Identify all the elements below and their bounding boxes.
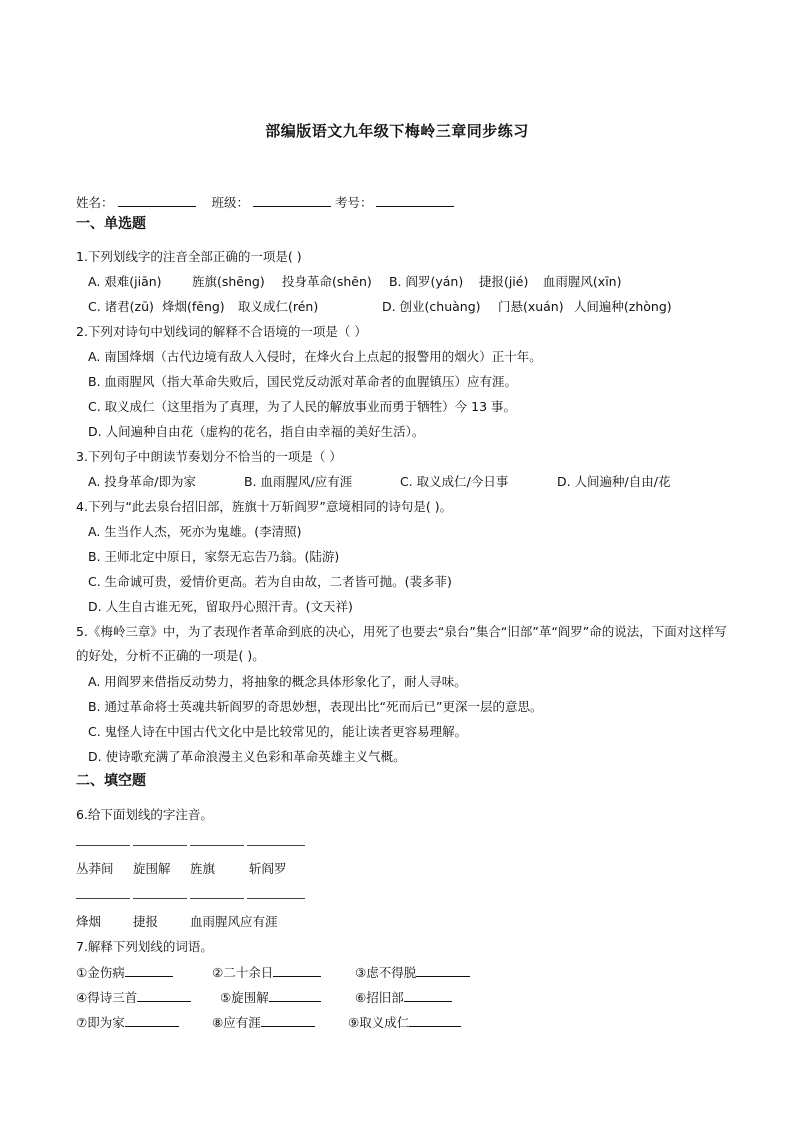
q1-option-b-3: 血雨腥风(xīn) [542,274,622,289]
q7-item: ⑧应有涯 [212,1013,315,1032]
q7-item: ⑥招旧部 [355,988,452,1007]
q5-stem: 5.《梅岭三章》中，为了表现作者革命到底的决心，用死了也要去“泉台”集合“旧部”革“阎罗”命的说法，下面对这样写的好处，分析不正确的一项是( )。 [76,624,727,663]
q4-option-a[interactable]: A. 生当作人杰，死亦为鬼雄。(李清照) [88,524,302,539]
q2-stem: 2.下列对诗句中划线词的解释不合语境的一项是（ ） [76,324,367,339]
q4-stem: 4.下列与“此去泉台招旧部，旌旗十万斩阎罗”意境相同的诗句是( )。 [76,499,453,514]
q1-option-a[interactable]: A. 艰难(jiān) [88,274,162,289]
q6-word: 烽烟 [76,914,102,929]
q4-option-d[interactable]: D. 人生自古谁无死，留取丹心照汗青。(文天祥) [88,599,353,614]
q6-word: 斩阎罗 [249,861,287,876]
q7-item: ⑦即为家 [76,1013,179,1032]
q6-answer-line[interactable] [133,845,187,846]
q6-answer-line[interactable] [190,845,244,846]
exam-blank[interactable] [376,193,454,207]
q7-blank[interactable] [125,963,173,977]
q7-item: ⑤旋围解 [220,988,321,1007]
q1-option-c-3: 取义成仁(rén) [237,299,319,314]
q7-blank[interactable] [404,988,452,1002]
q7-blank[interactable] [409,1013,461,1027]
q4-option-c[interactable]: C. 生命诚可贵，爱情价更高。若为自由故，二者皆可抛。(裴多菲) [88,574,452,589]
q1-option-d-3: 人间遍种(zhòng) [573,299,672,314]
q6-word: 血雨腥风应有涯 [190,914,278,929]
student-info-line [76,193,734,212]
q7-item: ④得诗三首 [76,988,191,1007]
q7-item: ②二十余日 [212,963,321,982]
q5-option-a[interactable]: A. 用阎罗来借指反动势力，将抽象的概念具体形象化了，耐人寻味。 [88,674,467,689]
q1-option-c-2: 烽烟(fēng) [161,299,225,314]
q7-blank[interactable] [261,1013,315,1027]
q1-option-d[interactable]: D. 创业(chuàng) [381,299,481,314]
q2-option-b[interactable]: B. 血雨腥风（指大革命失败后，国民党反动派对革命者的血腥镇压）应有涯。 [88,374,518,389]
q1-option-a-3: 投身革命(shēn) [281,274,372,289]
q1-option-d-2: 门悬(xuán) [497,299,564,314]
q6-answer-line[interactable] [133,898,187,899]
q3-option-b[interactable]: B. 血雨腥风/应有涯 [243,474,353,489]
q2-option-a[interactable]: A. 南国烽烟（古代边境有敌人入侵时，在烽火台上点起的报警用的烟火）正十年。 [88,349,542,364]
q6-word: 捷报 [133,914,159,929]
q6-answer-line[interactable] [190,898,244,899]
q1-stem: 1.下列划线字的注音全部正确的一项是( ) [76,249,302,264]
q7-item: ①金伤病 [76,963,173,982]
q6-word: 旋围解 [133,861,171,876]
exam-label: 考号： [334,195,373,210]
q7-blank[interactable] [269,988,321,1002]
q3-stem: 3.下列句子中朗读节奏划分不恰当的一项是（ ） [76,449,342,464]
page-title: 部编版语文九年级下梅岭三章同步练习 [265,122,529,140]
q7-blank[interactable] [416,963,470,977]
q7-blank[interactable] [273,963,321,977]
q7-stem: 7.解释下列划线的词语。 [76,939,213,954]
q5-option-d[interactable]: D. 使诗歌充满了革命浪漫主义色彩和革命英雄主义气概。 [88,749,406,764]
q7-item: ⑨取义成仁 [348,1013,461,1032]
class-label: 班级： [211,195,249,210]
q1-options-row1 [88,273,734,291]
q6-answer-line[interactable] [76,898,130,899]
q1-option-c[interactable]: C. 诸君(zū) [88,299,154,314]
q5-option-b[interactable]: B. 通过革命将士英魂共斩阎罗的奇思妙想，表现出比“死而后已”更深一层的意思。 [88,699,543,714]
q3-option-d[interactable]: D. 人间遍种/自由/花 [556,474,671,489]
q3-option-c[interactable]: C. 取义成仁/今日事 [399,474,509,489]
name-blank[interactable] [118,193,196,207]
q7-item: ③虑不得脱 [355,963,470,982]
q1-option-b[interactable]: B. 阎罗(yán) [388,274,464,289]
q6-answer-line[interactable] [247,898,305,899]
q1-option-b-2: 捷报(jié) [478,274,529,289]
q1-option-a-2: 旌旗(shēng) [191,274,265,289]
q6-stem: 6.给下面划线的字注音。 [76,807,213,822]
q2-option-d[interactable]: D. 人间遍种自由花（虚构的花名，指自由幸福的美好生活）。 [88,424,425,439]
class-blank[interactable] [253,193,331,207]
q4-option-b[interactable]: B. 王师北定中原日，家祭无忘告乃翁。(陆游) [88,549,340,564]
q6-word: 丛莽间 [76,861,114,876]
q6-answer-line[interactable] [247,845,305,846]
q1-options-row2 [88,298,734,316]
q6-answer-line[interactable] [76,845,130,846]
q6-word: 旌旗 [190,861,216,876]
section-fill-blank: 二、填空题 [76,773,146,789]
q3-options [88,473,734,491]
q7-blank[interactable] [137,988,191,1002]
q2-option-c[interactable]: C. 取义成仁（这里指为了真理，为了人民的解放事业而勇于牺牲）今 13 事。 [88,399,517,414]
q7-blank[interactable] [125,1013,179,1027]
q5-option-c[interactable]: C. 鬼怪人诗在中国古代文化中是比较常见的，能让读者更容易理解。 [88,724,468,739]
q3-option-a[interactable]: A. 投身革命/即为家 [88,474,196,489]
section-single-choice: 一、单选题 [76,216,146,232]
name-label: 姓名： [76,195,114,210]
